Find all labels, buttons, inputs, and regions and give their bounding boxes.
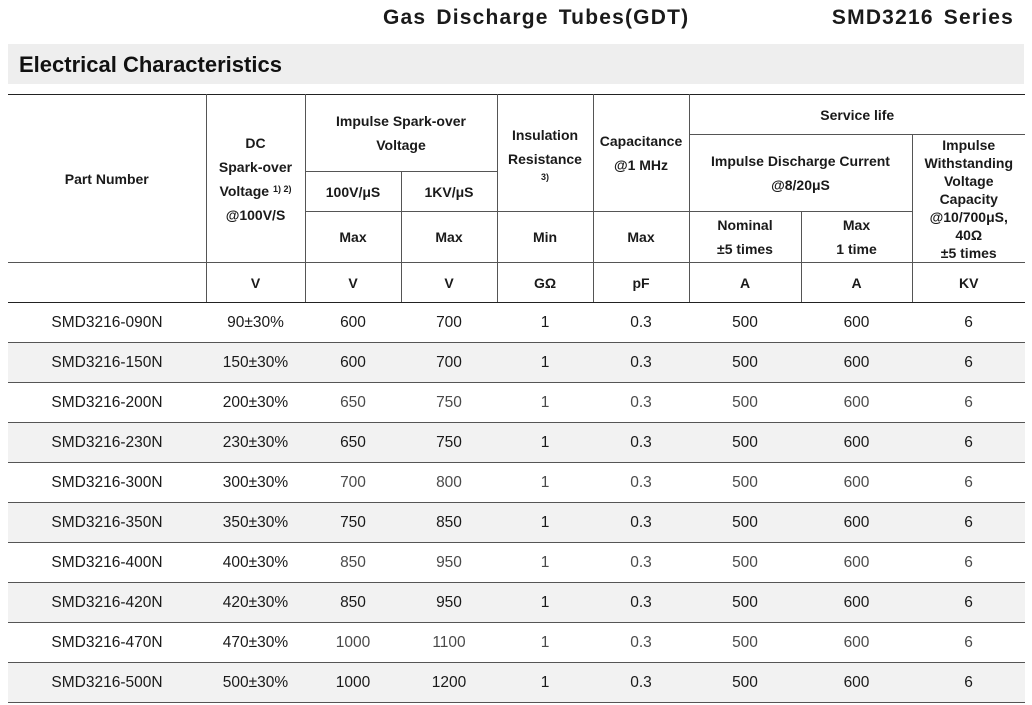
header-capacitance bbox=[593, 95, 689, 212]
cell-dc-voltage: 350±30% bbox=[206, 503, 305, 543]
header-cap-line2: @1 MHz bbox=[613, 157, 669, 173]
cell-part-number: SMD3216-420N bbox=[8, 583, 206, 623]
cell-v100: 1000 bbox=[305, 623, 401, 663]
table-row bbox=[8, 303, 1025, 343]
cell-max1: 600 bbox=[801, 623, 912, 663]
cell-cap: 0.3 bbox=[593, 503, 689, 543]
cell-ir: 1 bbox=[497, 383, 593, 423]
cell-dc-voltage: 400±30% bbox=[206, 543, 305, 583]
header-max-1k: Max bbox=[401, 212, 497, 263]
cell-v100: 700 bbox=[305, 463, 401, 503]
header-max1-line2: 1 time bbox=[836, 241, 877, 257]
cell-iw: 6 bbox=[912, 503, 1025, 543]
cell-v100: 600 bbox=[305, 343, 401, 383]
cell-nominal: 500 bbox=[689, 463, 801, 503]
cell-ir: 1 bbox=[497, 423, 593, 463]
header-iwvc-line2: Withstanding bbox=[924, 154, 1014, 171]
cell-part-number: SMD3216-150N bbox=[8, 343, 206, 383]
cell-part-number: SMD3216-350N bbox=[8, 503, 206, 543]
cell-ir: 1 bbox=[497, 503, 593, 543]
cell-part-number: SMD3216-300N bbox=[8, 463, 206, 503]
header-impulse-line1: Impulse Spark-over bbox=[336, 113, 466, 129]
section-header bbox=[8, 44, 1024, 84]
cell-v1k: 700 bbox=[401, 303, 497, 343]
cell-v1k: 750 bbox=[401, 383, 497, 423]
cell-ir: 1 bbox=[497, 303, 593, 343]
cell-v1k: 950 bbox=[401, 543, 497, 583]
header-impulse-discharge-current bbox=[689, 135, 912, 212]
header-dc-ref: 1) 2) bbox=[272, 183, 292, 194]
cell-cap: 0.3 bbox=[593, 383, 689, 423]
cell-dc-voltage: 90±30% bbox=[206, 303, 305, 343]
cell-nominal: 500 bbox=[689, 343, 801, 383]
header-ir-line1: Insulation bbox=[511, 127, 579, 143]
cell-iw: 6 bbox=[912, 383, 1025, 423]
cell-ir: 1 bbox=[497, 583, 593, 623]
cell-iw: 6 bbox=[912, 623, 1025, 663]
header-impulse-withstanding bbox=[912, 135, 1025, 263]
header-service-life: Service life bbox=[689, 95, 1025, 135]
cell-iw: 6 bbox=[912, 463, 1025, 503]
document-header bbox=[0, 4, 1032, 34]
header-impulse-line2: Voltage bbox=[376, 137, 426, 153]
cell-part-number: SMD3216-400N bbox=[8, 543, 206, 583]
section-title: Electrical Characteristics bbox=[19, 52, 282, 77]
table-row bbox=[8, 463, 1025, 503]
cell-dc-voltage: 470±30% bbox=[206, 623, 305, 663]
unit-cell: A bbox=[689, 263, 801, 303]
header-iwvc-line6: 40Ω bbox=[955, 226, 983, 243]
cell-dc-voltage: 230±30% bbox=[206, 423, 305, 463]
unit-cell: pF bbox=[593, 263, 689, 303]
cell-max1: 600 bbox=[801, 343, 912, 383]
table-row bbox=[8, 383, 1025, 423]
cell-part-number: SMD3216-470N bbox=[8, 623, 206, 663]
header-max1-line1: Max bbox=[842, 217, 871, 233]
unit-cell: A bbox=[801, 263, 912, 303]
unit-cell: V bbox=[305, 263, 401, 303]
cell-cap: 0.3 bbox=[593, 343, 689, 383]
cell-max1: 600 bbox=[801, 543, 912, 583]
cell-max1: 600 bbox=[801, 663, 912, 703]
header-dc-spark-over bbox=[206, 95, 305, 263]
header-idc-line2: @8/20μS bbox=[771, 177, 830, 193]
cell-nominal: 500 bbox=[689, 583, 801, 623]
electrical-characteristics-table bbox=[8, 94, 1025, 703]
header-rate-100: 100V/μS bbox=[305, 172, 401, 212]
header-iwvc-line5: @10/700μS, bbox=[929, 208, 1008, 225]
cell-v1k: 850 bbox=[401, 503, 497, 543]
table-row bbox=[8, 543, 1025, 583]
cell-v100: 650 bbox=[305, 383, 401, 423]
header-min-ir: Min bbox=[497, 212, 593, 263]
table-row bbox=[8, 583, 1025, 623]
cell-part-number: SMD3216-200N bbox=[8, 383, 206, 423]
cell-nominal: 500 bbox=[689, 423, 801, 463]
cell-ir: 1 bbox=[497, 623, 593, 663]
cell-cap: 0.3 bbox=[593, 463, 689, 503]
cell-nominal: 500 bbox=[689, 663, 801, 703]
cell-v100: 1000 bbox=[305, 663, 401, 703]
unit-cell-blank bbox=[8, 263, 206, 303]
header-iwvc-line7: ±5 times bbox=[940, 244, 997, 261]
cell-iw: 6 bbox=[912, 423, 1025, 463]
cell-max1: 600 bbox=[801, 583, 912, 623]
cell-cap: 0.3 bbox=[593, 663, 689, 703]
header-max-cap: Max bbox=[593, 212, 689, 263]
cell-max1: 600 bbox=[801, 503, 912, 543]
header-nominal bbox=[689, 212, 801, 263]
header-dc-line2: Spark-over bbox=[218, 158, 293, 175]
cell-dc-voltage: 150±30% bbox=[206, 343, 305, 383]
table-row bbox=[8, 663, 1025, 703]
table-body bbox=[8, 303, 1025, 703]
header-nominal-line2: ±5 times bbox=[717, 241, 773, 257]
table-row bbox=[8, 623, 1025, 663]
cell-iw: 6 bbox=[912, 663, 1025, 703]
cell-v100: 850 bbox=[305, 583, 401, 623]
cell-dc-voltage: 200±30% bbox=[206, 383, 305, 423]
header-iwvc-line1: Impulse bbox=[942, 136, 996, 153]
cell-v1k: 1100 bbox=[401, 623, 497, 663]
header-insulation-resistance bbox=[497, 95, 593, 212]
cell-v100: 650 bbox=[305, 423, 401, 463]
cell-iw: 6 bbox=[912, 583, 1025, 623]
cell-nominal: 500 bbox=[689, 543, 801, 583]
header-iwvc-line3: Voltage bbox=[943, 172, 994, 189]
unit-cell: V bbox=[401, 263, 497, 303]
cell-max1: 600 bbox=[801, 463, 912, 503]
document-title: Gas Discharge Tubes(GDT) bbox=[383, 6, 690, 29]
cell-cap: 0.3 bbox=[593, 423, 689, 463]
cell-cap: 0.3 bbox=[593, 623, 689, 663]
cell-max1: 600 bbox=[801, 303, 912, 343]
header-dc-line3: Voltage bbox=[219, 182, 270, 199]
cell-v100: 850 bbox=[305, 543, 401, 583]
header-iwvc-line4: Capacity bbox=[939, 190, 998, 207]
cell-v1k: 950 bbox=[401, 583, 497, 623]
header-nominal-line1: Nominal bbox=[717, 217, 773, 233]
header-dc-line4: @100V/S bbox=[225, 206, 286, 223]
table-row bbox=[8, 423, 1025, 463]
header-max-one-time bbox=[801, 212, 912, 263]
table-row bbox=[8, 503, 1025, 543]
cell-ir: 1 bbox=[497, 543, 593, 583]
table-row bbox=[8, 343, 1025, 383]
cell-max1: 600 bbox=[801, 423, 912, 463]
cell-nominal: 500 bbox=[689, 303, 801, 343]
cell-cap: 0.3 bbox=[593, 583, 689, 623]
header-part-number: Part Number bbox=[8, 95, 206, 263]
unit-cell: KV bbox=[912, 263, 1025, 303]
cell-v1k: 1200 bbox=[401, 663, 497, 703]
cell-dc-voltage: 300±30% bbox=[206, 463, 305, 503]
cell-cap: 0.3 bbox=[593, 303, 689, 343]
header-ir-line2: Resistance bbox=[508, 151, 582, 167]
cell-nominal: 500 bbox=[689, 383, 801, 423]
cell-dc-voltage: 500±30% bbox=[206, 663, 305, 703]
cell-part-number: SMD3216-500N bbox=[8, 663, 206, 703]
cell-v100: 750 bbox=[305, 503, 401, 543]
unit-cell: V bbox=[206, 263, 305, 303]
header-cap-line1: Capacitance bbox=[599, 133, 683, 149]
series-name: SMD3216 Series bbox=[831, 6, 1014, 29]
header-dc-line1: DC bbox=[245, 134, 266, 151]
cell-iw: 6 bbox=[912, 543, 1025, 583]
cell-cap: 0.3 bbox=[593, 543, 689, 583]
header-impulse-spark-over bbox=[305, 95, 497, 172]
cell-ir: 1 bbox=[497, 463, 593, 503]
cell-part-number: SMD3216-230N bbox=[8, 423, 206, 463]
cell-ir: 1 bbox=[497, 663, 593, 703]
header-rate-1k: 1KV/μS bbox=[401, 172, 497, 212]
cell-max1: 600 bbox=[801, 383, 912, 423]
cell-dc-voltage: 420±30% bbox=[206, 583, 305, 623]
cell-ir: 1 bbox=[497, 343, 593, 383]
cell-v100: 600 bbox=[305, 303, 401, 343]
cell-nominal: 500 bbox=[689, 623, 801, 663]
cell-iw: 6 bbox=[912, 343, 1025, 383]
cell-iw: 6 bbox=[912, 303, 1025, 343]
header-idc-line1: Impulse Discharge Current bbox=[711, 153, 890, 169]
unit-cell: GΩ bbox=[497, 263, 593, 303]
cell-nominal: 500 bbox=[689, 503, 801, 543]
cell-v1k: 800 bbox=[401, 463, 497, 503]
header-max-100: Max bbox=[305, 212, 401, 263]
cell-v1k: 750 bbox=[401, 423, 497, 463]
cell-v1k: 700 bbox=[401, 343, 497, 383]
cell-part-number: SMD3216-090N bbox=[8, 303, 206, 343]
header-ir-ref: 3) bbox=[540, 172, 549, 182]
